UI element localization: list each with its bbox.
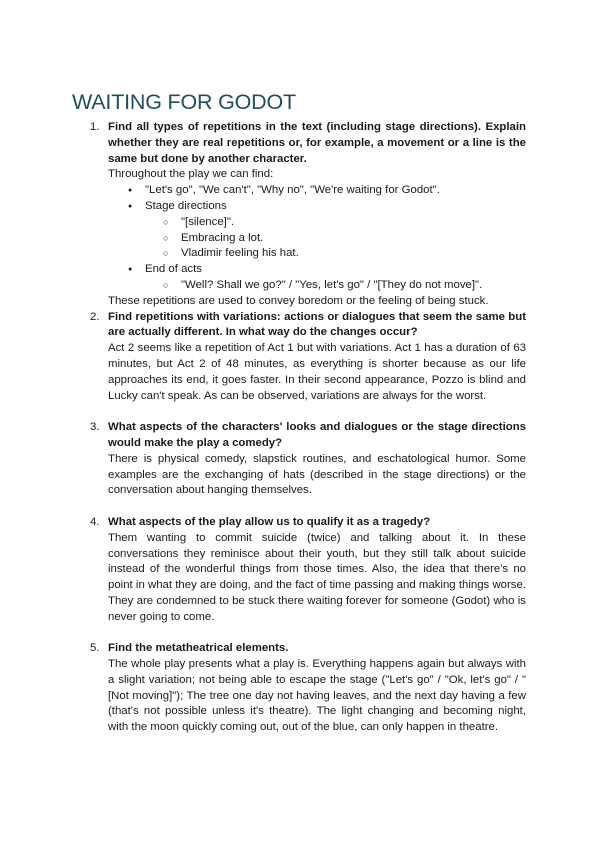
question-text: Find all types of repetitions in the text (including stage directions). Explain whether they are real repetitions or, for example, a movement or a line is the same but done by another character. xyxy=(108,121,526,165)
question-text: What aspects of the play allow us to qualify it as a tragedy? xyxy=(108,515,431,528)
answer-text: Them wanting to commit suicide (twice) and talking about it. In these conversations they reminisce about their youth, but they still talk about suicide instead of the wonderful things from those times. Also, the idea that there's no point in what they are doing, and the fact of time passing and making things worse. They are condemned to be stuck there waiting forever for someone (Godot) who is never going to come. xyxy=(108,531,526,623)
sub-bullet-item: ○ "[silence]". xyxy=(108,215,526,231)
answer-text: Act 2 seems like a repetition of Act 1 but with variations. Act 1 has a duration of 63 minutes, but Act 2 of 48 minutes, as everything is shorter because as our life approaches its end, it goes faster. In their second appearance, Pozzo is blind and Lucky can't speak. As can be observed, variations are always for the worst. xyxy=(108,342,526,402)
bullet-item: ● End of acts xyxy=(108,262,526,278)
sub-bullet-item: ○ "Well? Shall we go?" / "Yes, let's go" / "[They do not move]". xyxy=(108,278,526,294)
question-list xyxy=(0,120,600,736)
page-title: WAITING FOR GODOT xyxy=(72,90,296,114)
question-number: 3. xyxy=(90,421,100,434)
answer-outro: These repetitions are used to convey boredom or the feeling of being stuck. xyxy=(108,294,489,307)
bullet-item: ● Stage directions xyxy=(108,199,526,215)
bullet-item: ● "Let's go", "We can't", "Why no", "We're waiting for Godot". xyxy=(108,183,526,199)
question-text: Find repetitions with variations: actions or dialogues that seem the same but are actually different. In what way do the changes occur? xyxy=(108,310,526,339)
answer-text: The whole play presents what a play is. Everything happens again but always with a slight variation; not being able to escape the stage ("Let's go" / "Ok, let's go" / "[Not moving]"); The tree one day not having leaves, and the next day having a few (that's not possible unless it's theatre). The light changing and becoming night, with the moon quickly coming out, out of the blue, can only happen in theatre. xyxy=(108,658,526,734)
answer-text: There is physical comedy, slapstick routines, and eschatological humor. Some examples are the exchanging of hats (described in the stage directions) or the conversation about hanging themselves. xyxy=(108,452,526,497)
question-3 xyxy=(90,420,526,499)
question-2 xyxy=(90,310,526,405)
question-1 xyxy=(90,120,526,310)
question-text: Find the metatheatrical elements. xyxy=(108,642,289,655)
question-number: 4. xyxy=(90,515,100,528)
question-number: 5. xyxy=(90,642,100,655)
question-4 xyxy=(90,515,526,626)
answer-intro: Throughout the play we can find: xyxy=(108,168,274,181)
question-text: What aspects of the characters' looks and dialogues or the stage directions would make the play a comedy? xyxy=(108,421,526,449)
sub-bullet-item: ○ Vladimir feeling his hat. xyxy=(108,246,526,262)
question-number: 2. xyxy=(90,310,100,323)
question-number: 1. xyxy=(90,121,100,133)
question-5 xyxy=(90,641,526,736)
sub-bullet-item: ○ Embracing a lot. xyxy=(108,231,526,247)
